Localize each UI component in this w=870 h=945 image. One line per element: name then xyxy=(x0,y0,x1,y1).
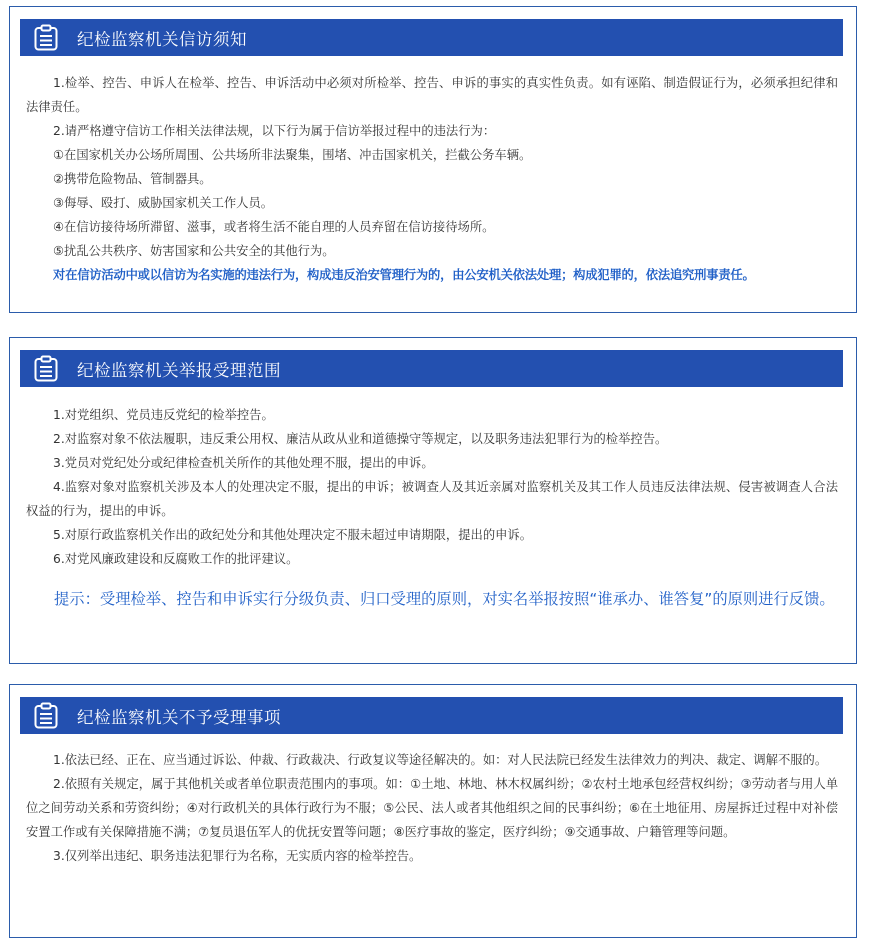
panel-title: 纪检监察机关信访须知 xyxy=(77,29,247,49)
panel-title: 纪检监察机关举报受理范围 xyxy=(77,360,281,380)
exclusion-panel xyxy=(9,684,857,938)
clipboard-icon xyxy=(33,24,59,51)
notice-panel xyxy=(9,6,857,313)
clipboard-icon xyxy=(33,702,59,729)
scope-item: 3.党员对党纪处分或纪律检查机关所作的其他处理不服，提出的申诉。 xyxy=(53,456,434,470)
scope-item: 1.对党组织、党员违反党纪的检举控告。 xyxy=(53,408,274,422)
clipboard-icon xyxy=(33,355,59,382)
panel-header xyxy=(20,350,843,387)
notice-item: 1.检举、控告、申诉人在检举、控告、申诉活动中必须对所检举、控告、申诉的事实的真实性负责。如有诬陷、制造假证行为，必须承担纪律和法律责任。 xyxy=(26,76,838,114)
notice-item: ⑤扰乱公共秩序、妨害国家和公共安全的其他行为。 xyxy=(53,244,335,258)
scope-item: 6.对党风廉政建设和反腐败工作的批评建议。 xyxy=(53,552,299,566)
exclusion-item: 1.依法已经、正在、应当通过诉讼、仲裁、行政裁决、行政复议等途径解决的。如：对人民法院已经发生法律效力的判决、裁定、调解不服的。 xyxy=(53,753,828,767)
scope-item: 4.监察对象对监察机关涉及本人的处理决定不服，提出的申诉；被调查人及其近亲属对监察机关及其工作人员违反法律法规、侵害被调查人合法权益的行为，提出的申诉。 xyxy=(26,480,838,518)
panel-body xyxy=(26,71,838,287)
legal-warning: 对在信访活动中或以信访为名实施的违法行为，构成违反治安管理行为的，由公安机关依法处理；构成犯罪的，依法追究刑事责任。 xyxy=(53,268,755,282)
panel-body xyxy=(26,403,838,613)
notice-item: ②携带危险物品、管制器具。 xyxy=(53,172,212,186)
scope-item: 5.对原行政监察机关作出的政纪处分和其他处理决定不服未超过申请期限，提出的申诉。 xyxy=(53,528,533,542)
panel-title: 纪检监察机关不予受理事项 xyxy=(77,707,281,727)
notice-item: ④在信访接待场所滞留、滋事，或者将生活不能自理的人员弃留在信访接待场所。 xyxy=(53,220,495,234)
panel-header xyxy=(20,697,843,734)
tip-text: 提示：受理检举、控告和申诉实行分级负责、归口受理的原则，对实名举报按照“谁承办、谁答复”的原则进行反馈。 xyxy=(54,590,835,608)
notice-item: ③侮辱、殴打、威胁国家机关工作人员。 xyxy=(53,196,274,210)
panel-body xyxy=(26,748,838,868)
notice-item: 2.请严格遵守信访工作相关法律法规，以下行为属于信访举报过程中的违法行为： xyxy=(53,124,496,138)
notice-item: ①在国家机关办公场所周围、公共场所非法聚集，围堵、冲击国家机关，拦截公务车辆。 xyxy=(53,148,532,162)
scope-item: 2.对监察对象不依法履职，违反秉公用权、廉洁从政从业和道德操守等规定，以及职务违法犯罪行为的检举控告。 xyxy=(53,432,668,446)
exclusion-item: 2.依照有关规定，属于其他机关或者单位职责范围内的事项。如：①土地、林地、林木权属纠纷；②农村土地承包经营权纠纷；③劳动者与用人单位之间劳动关系和劳资纠纷；④对行政机关的具体行政行为不服；⑤公民、法人或者其他组织之间的民事纠纷；⑥在土地征用、房屋拆迁过程中对补偿安置工作或有关保障措施不满；⑦复员退伍军人的优抚安置等问题；⑧医疗事故的鉴定，医疗纠纷；⑨交通事故、户籍管理等问题。 xyxy=(26,777,838,839)
panel-header xyxy=(20,19,843,56)
exclusion-item: 3.仅列举出违纪、职务违法犯罪行为名称，无实质内容的检举控告。 xyxy=(53,849,422,863)
scope-panel xyxy=(9,337,857,664)
